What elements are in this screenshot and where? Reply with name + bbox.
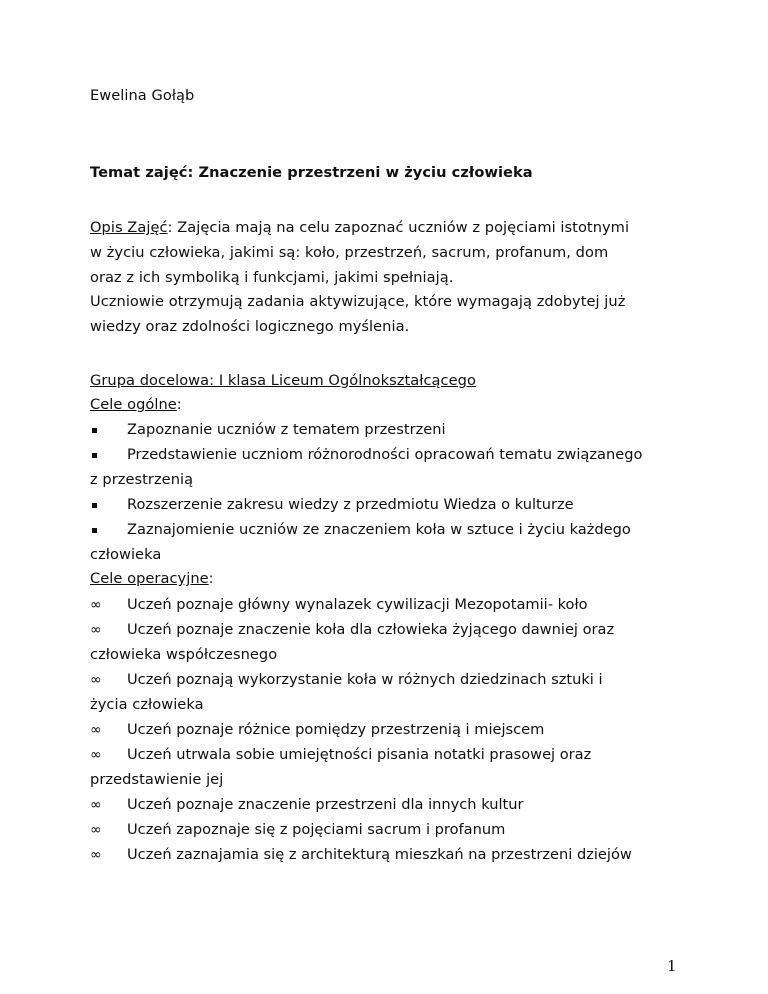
square-bullet-icon bbox=[92, 428, 97, 433]
page-number: 1 bbox=[667, 957, 677, 975]
operational-goal-item: Uczeń poznają wykorzystanie koła w różnych dziedzinach sztuki i bbox=[127, 671, 603, 688]
general-goals-heading: Cele ogólne: bbox=[90, 396, 182, 413]
general-goal-item: Zaznajomienie uczniów ze znaczeniem koła w sztuce i życiu każdego bbox=[127, 521, 631, 538]
square-bullet-icon bbox=[92, 528, 97, 533]
infinity-bullet-icon: ∞ bbox=[90, 747, 102, 763]
general-goal-item-continued: z przestrzenią bbox=[90, 471, 194, 488]
square-bullet-icon bbox=[92, 453, 97, 458]
description-label: Opis Zajęć bbox=[90, 219, 168, 236]
general-goal-item: Przedstawienie uczniom różnorodności opracowań tematu związanego bbox=[127, 446, 643, 463]
operational-goal-item: Uczeń zaznajamia się z architekturą mieszkań na przestrzeni dziejów bbox=[127, 846, 632, 863]
operational-goal-item-continued: przedstawienie jej bbox=[90, 771, 224, 788]
general-goal-item: Rozszerzenie zakresu wiedzy z przedmiotu Wiedza o kulturze bbox=[127, 496, 574, 513]
general-goal-item-continued: człowieka bbox=[90, 546, 162, 563]
operational-goal-item: Uczeń poznaje główny wynalazek cywilizacji Mezopotamii- koło bbox=[127, 596, 588, 613]
operational-goal-item: Uczeń zapoznaje się z pojęciami sacrum i profanum bbox=[127, 821, 506, 838]
operational-goals-heading: Cele operacyjne: bbox=[90, 570, 214, 587]
square-bullet-icon bbox=[92, 503, 97, 508]
infinity-bullet-icon: ∞ bbox=[90, 672, 102, 688]
description-line-4: Uczniowie otrzymują zadania aktywizujące, które wymagają zdobytej już bbox=[90, 293, 626, 310]
general-goal-item: Zapoznanie uczniów z tematem przestrzeni bbox=[127, 421, 446, 438]
operational-goal-item: Uczeń poznaje znaczenie przestrzeni dla innych kultur bbox=[127, 796, 524, 813]
operational-goal-item-continued: życia człowieka bbox=[90, 696, 204, 713]
operational-goal-item-continued: człowieka współczesnego bbox=[90, 646, 278, 663]
infinity-bullet-icon: ∞ bbox=[90, 597, 102, 613]
infinity-bullet-icon: ∞ bbox=[90, 797, 102, 813]
page-title: Temat zajęć: Znaczenie przestrzeni w życiu człowieka bbox=[90, 164, 533, 181]
infinity-bullet-icon: ∞ bbox=[90, 722, 102, 738]
target-group: Grupa docelowa: I klasa Liceum Ogólnokształcącego bbox=[90, 372, 476, 389]
infinity-bullet-icon: ∞ bbox=[90, 822, 102, 838]
description-line-3: oraz z ich symboliką i funkcjami, jakimi spełniają. bbox=[90, 269, 454, 286]
description-line-1: Opis Zajęć: Zajęcia mają na celu zapoznać uczniów z pojęciami istotnymi bbox=[90, 219, 630, 236]
author-name: Ewelina Gołąb bbox=[90, 87, 195, 104]
infinity-bullet-icon: ∞ bbox=[90, 622, 102, 638]
operational-goal-item: Uczeń poznaje różnice pomiędzy przestrzenią i miejscem bbox=[127, 721, 545, 738]
infinity-bullet-icon: ∞ bbox=[90, 847, 102, 863]
description-line-5: wiedzy oraz zdolności logicznego myślenia. bbox=[90, 318, 410, 335]
description-line-2: w życiu człowieka, jakimi są: koło, przestrzeń, sacrum, profanum, dom bbox=[90, 244, 609, 261]
operational-goal-item: Uczeń utrwala sobie umiejętności pisania notatki prasowej oraz bbox=[127, 746, 592, 763]
operational-goal-item: Uczeń poznaje znaczenie koła dla człowieka żyjącego dawniej oraz bbox=[127, 621, 615, 638]
